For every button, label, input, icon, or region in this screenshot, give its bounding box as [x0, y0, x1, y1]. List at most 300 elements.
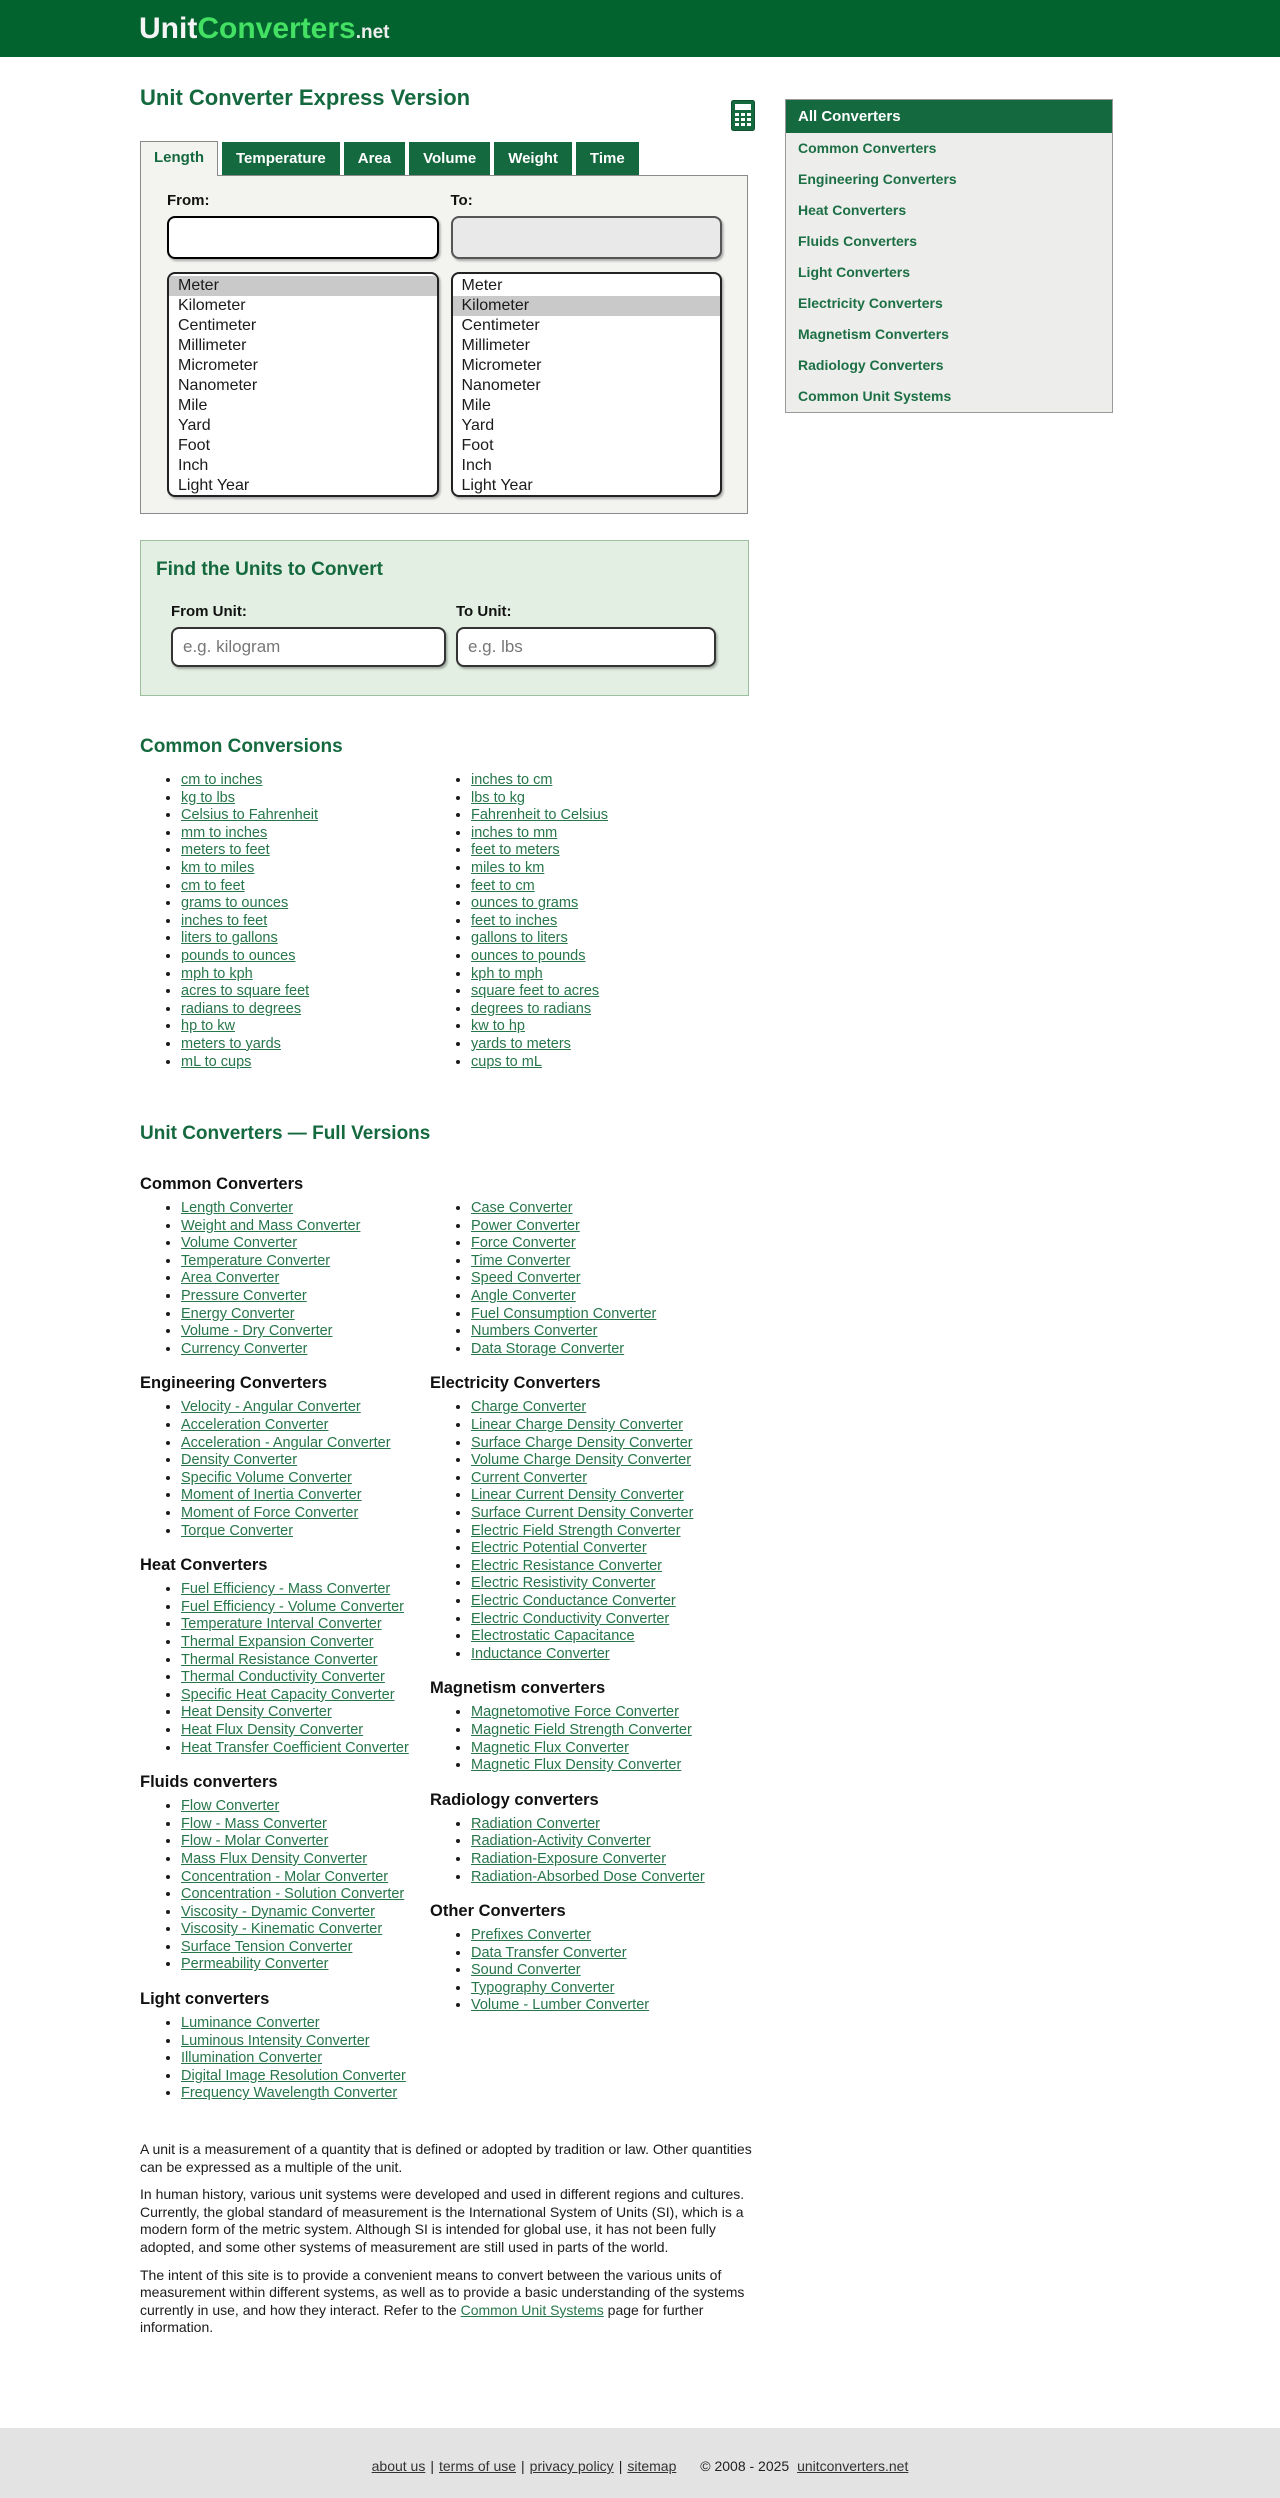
section-title: Fluids converters — [140, 1773, 278, 1792]
list-item — [471, 1054, 765, 1072]
list-item — [471, 1253, 765, 1271]
converter-link[interactable]: Luminance Converter — [181, 2015, 320, 2032]
converter-link[interactable]: Currency Converter — [181, 1340, 308, 1357]
conversion-link[interactable]: hp to kw — [181, 1018, 235, 1035]
list-item — [471, 913, 765, 931]
converter-link[interactable]: Case Converter — [471, 1200, 573, 1217]
section-title: Radiology converters — [430, 1790, 599, 1809]
list-item — [471, 1288, 765, 1306]
conversion-link[interactable]: km to miles — [181, 859, 255, 876]
copyright-text: © 2008 - 2025 — [700, 2458, 790, 2474]
unit-option[interactable]: Foot — [461, 437, 494, 454]
section-links — [140, 2015, 430, 2103]
converter-link[interactable]: Magnetic Flux Density Converter — [471, 1757, 682, 1774]
converter-panel — [140, 175, 748, 514]
list-item — [471, 1558, 765, 1576]
main-area — [0, 85, 1280, 2428]
list-item — [471, 825, 765, 843]
list-item — [181, 1956, 430, 1974]
common-conversions-right — [430, 772, 765, 1071]
unit-option[interactable]: Yard — [178, 417, 211, 434]
conversion-link[interactable]: meters to feet — [181, 842, 270, 859]
from-label: From: — [167, 192, 210, 209]
list-item — [471, 1523, 765, 1541]
list-item — [471, 1235, 765, 1253]
list-item — [181, 860, 430, 878]
converter-link[interactable]: Radiation-Exposure Converter — [471, 1850, 667, 1867]
conversion-link[interactable]: grams to ounces — [181, 895, 289, 912]
converter-link[interactable]: Moment of Force Converter — [181, 1505, 359, 1521]
list-item — [181, 966, 430, 984]
list-item — [471, 1323, 765, 1341]
converter-link[interactable]: Moment of Inertia Converter — [181, 1487, 362, 1504]
paragraph-text: The intent of this site is to provide a convenient means to convert between the various units of measurement within different systems, as well as to provide a basic understanding of the systems currently in use, and how they interact. Refer to the — [140, 2266, 745, 2318]
unit-option[interactable]: Millimeter — [178, 337, 247, 354]
converter-link[interactable]: Illumination Converter — [181, 2050, 323, 2067]
sidebar-title: All Converters — [786, 100, 1112, 133]
to-unit-search-input[interactable] — [456, 627, 716, 667]
converter-link[interactable]: Linear Charge Density Converter — [471, 1417, 683, 1434]
converter-link[interactable]: Magnetomotive Force Converter — [471, 1704, 679, 1721]
conversion-link[interactable]: cups to mL — [471, 1053, 542, 1070]
converter-link[interactable]: Acceleration - Angular Converter — [181, 1434, 391, 1451]
conversion-link[interactable]: feet to inches — [471, 912, 558, 929]
from-unit-search-input[interactable] — [171, 627, 446, 667]
list-item — [471, 1851, 765, 1869]
from-value-input[interactable] — [167, 216, 439, 259]
section-title: Other Converters — [430, 1902, 566, 1921]
converter-link[interactable]: Velocity - Angular Converter — [181, 1399, 361, 1416]
converter-link[interactable]: Fuel Efficiency - Volume Converter — [181, 1598, 404, 1615]
list-item — [181, 1523, 430, 1541]
list-item — [181, 2050, 430, 2068]
tab[interactable]: Area — [344, 142, 405, 175]
conversion-link[interactable]: lbs to kg — [471, 789, 525, 806]
sidebar-item[interactable]: Common Converters — [798, 140, 937, 156]
common-unit-systems-link[interactable]: Common Unit Systems — [460, 2301, 604, 2318]
list-item — [181, 1886, 430, 1904]
unit-option[interactable]: Nanometer — [178, 377, 258, 394]
unit-option[interactable]: Mile — [178, 397, 208, 414]
converter-section — [430, 1791, 765, 1886]
list-item — [471, 895, 765, 913]
converter-link[interactable]: Temperature Converter — [181, 1252, 331, 1269]
list-item — [181, 948, 430, 966]
list-item — [181, 1740, 430, 1758]
list-item — [471, 1306, 765, 1324]
converter-link[interactable]: Force Converter — [471, 1235, 576, 1252]
list-item — [181, 1704, 430, 1722]
converter-section — [140, 1374, 430, 1540]
converter-link[interactable]: Inductance Converter — [471, 1645, 610, 1662]
section-title: Engineering Converters — [140, 1374, 328, 1393]
converter-link[interactable]: Heat Transfer Coefficient Converter — [181, 1739, 409, 1756]
list-item — [471, 1270, 765, 1288]
conversion-link[interactable]: liters to gallons — [181, 930, 278, 947]
find-units-title: Find the Units to Convert — [156, 559, 383, 580]
list-item — [471, 983, 765, 1001]
section-title: Heat Converters — [140, 1556, 268, 1575]
paragraph-text: page for further information. — [140, 2301, 704, 2336]
converter-link[interactable]: Linear Current Density Converter — [471, 1487, 684, 1504]
list-item — [181, 1470, 430, 1488]
converter-link[interactable]: Volume - Dry Converter — [181, 1323, 333, 1340]
converter-link[interactable]: Permeability Converter — [181, 1956, 329, 1973]
footer-link[interactable]: privacy policy — [529, 2458, 614, 2474]
converter-link[interactable]: Specific Volume Converter — [181, 1469, 352, 1486]
conversion-link[interactable]: inches to feet — [181, 912, 268, 929]
list-item — [181, 895, 430, 913]
list-item — [471, 1540, 765, 1558]
converter-link[interactable]: Radiation-Activity Converter — [471, 1833, 651, 1850]
sidebar-item[interactable]: Radiology Converters — [798, 357, 944, 373]
converter-link[interactable]: Fuel Efficiency - Mass Converter — [181, 1581, 391, 1598]
converter-link[interactable]: Length Converter — [181, 1200, 294, 1217]
conversion-link[interactable]: cm to inches — [181, 772, 263, 788]
section-title: Magnetism converters — [430, 1679, 606, 1698]
section-links — [430, 1399, 765, 1663]
list-item — [471, 842, 765, 860]
converter-link[interactable]: Fuel Consumption Converter — [471, 1305, 657, 1322]
footer-link[interactable]: terms of use — [438, 2458, 517, 2474]
converter-link[interactable]: Prefixes Converter — [471, 1927, 592, 1944]
list-item — [471, 772, 765, 790]
converter-link[interactable]: Acceleration Converter — [181, 1417, 329, 1434]
conversion-link[interactable]: feet to cm — [471, 877, 535, 894]
converter-link[interactable]: Surface Tension Converter — [181, 1938, 353, 1955]
list-item — [181, 1939, 430, 1957]
converter-link[interactable]: Electrostatic Capacitance — [471, 1628, 635, 1645]
site-footer — [0, 2428, 1280, 2498]
unit-option[interactable]: Yard — [461, 417, 495, 434]
converter-link[interactable]: Electric Field Strength Converter — [471, 1522, 681, 1539]
converter-link[interactable]: Data Transfer Converter — [471, 1944, 627, 1961]
converter-link[interactable]: Radiation Converter — [471, 1815, 600, 1832]
about-paragraph — [140, 2267, 765, 2337]
conversion-link[interactable]: inches to mm — [471, 824, 558, 841]
section-title: Electricity Converters — [430, 1374, 601, 1393]
list-item — [471, 1962, 765, 1980]
list-item — [181, 1599, 430, 1617]
footer-separator: | — [521, 2458, 525, 2474]
page-content — [140, 85, 760, 2337]
list-item — [181, 2033, 430, 2051]
conversion-link[interactable]: inches to cm — [471, 772, 553, 788]
footer-separator: | — [430, 2458, 434, 2474]
converter-link[interactable]: Magnetic Field Strength Converter — [471, 1721, 692, 1738]
converter-link[interactable]: Torque Converter — [181, 1522, 294, 1539]
section-links — [430, 1200, 765, 1358]
list-item — [181, 1581, 430, 1599]
tab[interactable]: Weight — [494, 142, 572, 175]
unit-option[interactable]: Mile — [461, 397, 491, 414]
list-item — [181, 2068, 430, 2086]
logo-net: .net — [355, 22, 390, 43]
about-paragraph: In human history, various unit systems were developed and used in different regions and cultures. Currently, the global standard of measurement is the International System of Units (SI), which is a modern form of the metric system. Although SI is intended for global use, it has not been fully adopted, and some other systems of measurement are still used in parts of the world. — [140, 2186, 745, 2255]
unit-option[interactable]: Micrometer — [461, 357, 542, 374]
conversion-link[interactable]: mm to inches — [181, 824, 268, 841]
about-text — [140, 2141, 765, 2337]
converter-link[interactable]: Volume - Lumber Converter — [471, 1997, 650, 2014]
converter-section — [140, 1175, 430, 1358]
find-units-box — [140, 540, 749, 696]
tab[interactable]: Volume — [409, 142, 490, 175]
converter-link[interactable]: Volume Converter — [181, 1235, 298, 1252]
list-item — [181, 1833, 430, 1851]
unit-option[interactable]: Light Year — [178, 477, 250, 494]
converter-link[interactable]: Specific Heat Capacity Converter — [181, 1686, 395, 1703]
list-item — [471, 1200, 765, 1218]
unit-tabs — [140, 141, 760, 175]
list-item — [181, 1816, 430, 1834]
logo-unit: Unit — [139, 12, 198, 45]
sidebar-item[interactable]: Engineering Converters — [798, 171, 957, 187]
footer-link[interactable]: sitemap — [627, 2458, 677, 2474]
list-item — [181, 1306, 430, 1324]
from-unit-label: From Unit: — [171, 603, 247, 620]
conversion-link[interactable]: kw to hp — [471, 1018, 525, 1035]
unit-option[interactable]: Inch — [461, 457, 492, 474]
list-item — [181, 1323, 430, 1341]
converter-link[interactable]: Typography Converter — [471, 1979, 615, 1996]
unit-option[interactable]: Millimeter — [461, 337, 530, 354]
converter-link[interactable]: Concentration - Molar Converter — [181, 1868, 389, 1885]
tab[interactable]: Length — [140, 141, 218, 176]
conversion-link[interactable]: ounces to grams — [471, 895, 579, 912]
converter-link[interactable]: Data Storage Converter — [471, 1340, 625, 1357]
footer-link[interactable]: about us — [371, 2458, 426, 2474]
list-item — [181, 1722, 430, 1740]
list-item — [471, 1646, 765, 1664]
to-unit-listbox — [451, 272, 723, 497]
unit-option[interactable]: Micrometer — [178, 357, 259, 374]
converter-link[interactable]: Flow Converter — [181, 1798, 280, 1815]
converter-link[interactable]: Surface Charge Density Converter — [471, 1434, 693, 1451]
list-item — [471, 1704, 765, 1722]
converter-link[interactable]: Density Converter — [181, 1452, 298, 1469]
converter-link[interactable]: Electric Resistance Converter — [471, 1557, 662, 1574]
footer-links — [372, 2458, 687, 2474]
unit-option[interactable]: Meter — [169, 276, 437, 296]
converter-link[interactable]: Viscosity - Dynamic Converter — [181, 1903, 375, 1920]
list-item — [471, 860, 765, 878]
converter-link[interactable]: Flow - Mass Converter — [181, 1815, 327, 1832]
section-links — [140, 1399, 430, 1540]
converter-link[interactable]: Electric Conductance Converter — [471, 1592, 676, 1609]
list-item — [471, 1945, 765, 1963]
list-item — [181, 790, 430, 808]
sidebar-item[interactable]: Fluids Converters — [798, 233, 918, 249]
conversion-link[interactable]: radians to degrees — [181, 1000, 302, 1017]
list-item — [471, 1997, 765, 2015]
converter-section — [430, 1679, 765, 1774]
conversion-link[interactable]: kph to mph — [471, 965, 543, 982]
all-converters-sidebar — [785, 99, 1113, 413]
converter-link[interactable]: Sound Converter — [471, 1962, 581, 1979]
footer-domain-link[interactable]: unitconverters.net — [797, 2458, 909, 2474]
list-item — [181, 772, 430, 790]
conversion-link[interactable]: pounds to ounces — [181, 947, 296, 964]
conversion-link[interactable]: degrees to radians — [471, 1000, 592, 1017]
list-item — [471, 1399, 765, 1417]
converter-link[interactable]: Area Converter — [181, 1270, 280, 1287]
list-item — [471, 948, 765, 966]
conversion-link[interactable]: gallons to liters — [471, 930, 568, 947]
conversion-link[interactable]: kg to lbs — [181, 789, 235, 806]
list-item — [471, 1218, 765, 1236]
converter-link[interactable]: Weight and Mass Converter — [181, 1217, 361, 1234]
conversion-link[interactable]: miles to km — [471, 859, 545, 876]
converter-link[interactable]: Current Converter — [471, 1469, 588, 1486]
full-versions — [140, 1159, 765, 2103]
unit-option[interactable]: Centimeter — [178, 317, 257, 334]
converter-link[interactable]: Electric Resistivity Converter — [471, 1575, 656, 1592]
common-conversions-left — [140, 772, 430, 1071]
sidebar-item[interactable]: Magnetism Converters — [798, 326, 949, 342]
converter-section — [140, 1556, 430, 1757]
list-item — [181, 1218, 430, 1236]
list-item — [181, 1652, 430, 1670]
list-item — [471, 1593, 765, 1611]
converter-link[interactable]: Temperature Interval Converter — [181, 1616, 382, 1633]
sidebar-items — [786, 133, 1112, 412]
converter-link[interactable]: Flow - Molar Converter — [181, 1833, 329, 1850]
converter-link[interactable]: Thermal Conductivity Converter — [181, 1669, 385, 1686]
unit-option[interactable]: Kilometer — [178, 297, 246, 314]
sidebar-item[interactable]: Heat Converters — [798, 202, 907, 218]
list-item — [181, 1921, 430, 1939]
section-title: Light converters — [140, 1990, 270, 2009]
converter-link[interactable]: Pressure Converter — [181, 1288, 307, 1305]
converter-link[interactable]: Heat Flux Density Converter — [181, 1721, 364, 1738]
list-item — [181, 807, 430, 825]
unit-option[interactable]: Centimeter — [461, 317, 540, 334]
converter-link[interactable]: Thermal Expansion Converter — [181, 1633, 374, 1650]
list-item — [471, 1341, 765, 1359]
unit-option[interactable]: Meter — [461, 277, 503, 294]
list-item — [181, 1270, 430, 1288]
unit-option[interactable]: Inch — [178, 457, 209, 474]
converter-link[interactable]: Thermal Resistance Converter — [181, 1651, 378, 1668]
conversion-link[interactable]: Celsius to Fahrenheit — [181, 807, 319, 824]
converter-link[interactable]: Mass Flux Density Converter — [181, 1850, 368, 1867]
tab[interactable]: Temperature — [222, 142, 340, 175]
sidebar-item[interactable]: Electricity Converters — [798, 295, 943, 311]
converter-link[interactable]: Speed Converter — [471, 1270, 581, 1287]
sidebar-item[interactable]: Light Converters — [798, 264, 911, 280]
list-item — [181, 1341, 430, 1359]
section-links — [140, 1581, 430, 1757]
converter-link[interactable]: Magnetic Flux Converter — [471, 1739, 629, 1756]
list-item — [471, 966, 765, 984]
common-conversions-title: Common Conversions — [140, 736, 343, 757]
converter-link[interactable]: Numbers Converter — [471, 1323, 598, 1340]
to-value-input[interactable] — [451, 216, 723, 259]
logo-converters: Converters — [197, 12, 356, 45]
list-item — [181, 1200, 430, 1218]
conversion-link[interactable]: meters to yards — [181, 1035, 281, 1052]
converter-link[interactable]: Time Converter — [471, 1252, 571, 1269]
converter-link[interactable]: Angle Converter — [471, 1288, 576, 1305]
list-item — [471, 1980, 765, 1998]
converter-link[interactable]: Heat Density Converter — [181, 1704, 332, 1721]
converter-link[interactable]: Digital Image Resolution Converter — [181, 2067, 406, 2084]
list-item — [471, 1036, 765, 1054]
list-item — [181, 1616, 430, 1634]
converter-link[interactable]: Frequency Wavelength Converter — [181, 2085, 398, 2102]
conversion-link[interactable]: ounces to pounds — [471, 947, 586, 964]
converter-link[interactable]: Power Converter — [471, 1217, 580, 1234]
converter-section — [430, 1175, 765, 1358]
converter-section — [140, 1773, 430, 1974]
list-item — [471, 1487, 765, 1505]
section-links — [430, 1816, 765, 1886]
section-title — [430, 1175, 765, 1195]
list-item — [181, 1851, 430, 1869]
conversion-link[interactable]: acres to square feet — [181, 983, 310, 1000]
section-links — [140, 1798, 430, 1974]
converter-link[interactable]: Electric Conductivity Converter — [471, 1610, 670, 1627]
conversion-link[interactable]: Fahrenheit to Celsius — [471, 807, 609, 824]
list-item — [471, 790, 765, 808]
tab[interactable]: Time — [576, 142, 639, 175]
list-item — [471, 1833, 765, 1851]
converter-section — [430, 1902, 765, 2015]
site-logo — [0, 0, 1280, 61]
list-item — [181, 1036, 430, 1054]
converter-link[interactable]: Surface Current Density Converter — [471, 1505, 694, 1521]
conversion-link[interactable]: yards to meters — [471, 1035, 571, 1052]
unit-option[interactable]: Nanometer — [461, 377, 541, 394]
list-item — [181, 842, 430, 860]
list-item — [181, 1235, 430, 1253]
converter-link[interactable]: Concentration - Solution Converter — [181, 1886, 405, 1903]
conversion-link[interactable]: mph to kph — [181, 965, 253, 982]
list-item — [471, 930, 765, 948]
unit-option[interactable]: Foot — [178, 437, 211, 454]
conversion-link[interactable]: cm to feet — [181, 877, 245, 894]
converter-link[interactable]: Energy Converter — [181, 1305, 295, 1322]
common-conversions — [140, 772, 765, 1071]
list-item — [181, 1798, 430, 1816]
converter-link[interactable]: Viscosity - Kinematic Converter — [181, 1921, 383, 1938]
converter-link[interactable]: Charge Converter — [471, 1399, 587, 1416]
conversion-link[interactable]: square feet to acres — [471, 983, 600, 1000]
conversion-link[interactable]: mL to cups — [181, 1053, 252, 1070]
list-item — [471, 1740, 765, 1758]
converter-link[interactable]: Volume Charge Density Converter — [471, 1452, 692, 1469]
about-paragraph: A unit is a measurement of a quantity that is defined or adopted by tradition or law. Other quantities can be expressed as a multiple of the unit. — [140, 2141, 752, 2175]
list-item — [471, 1575, 765, 1593]
list-item — [181, 1018, 430, 1036]
converter-link[interactable]: Electric Potential Converter — [471, 1540, 647, 1557]
list-item — [471, 1816, 765, 1834]
list-item — [181, 1054, 430, 1072]
to-label: To: — [450, 192, 473, 209]
conversion-link[interactable]: feet to meters — [471, 842, 560, 859]
list-item — [181, 2085, 430, 2103]
converter-link[interactable]: Radiation-Absorbed Dose Converter — [471, 1868, 705, 1885]
list-item — [181, 825, 430, 843]
converter-link[interactable]: Luminous Intensity Converter — [181, 2032, 370, 2049]
sidebar-item[interactable]: Common Unit Systems — [798, 388, 952, 404]
unit-option[interactable]: Light Year — [461, 477, 533, 494]
full-versions-title: Unit Converters — Full Versions — [140, 1123, 431, 1145]
list-item — [471, 807, 765, 825]
unit-option[interactable]: Kilometer — [453, 296, 721, 316]
list-item — [181, 1253, 430, 1271]
list-item — [181, 1487, 430, 1505]
